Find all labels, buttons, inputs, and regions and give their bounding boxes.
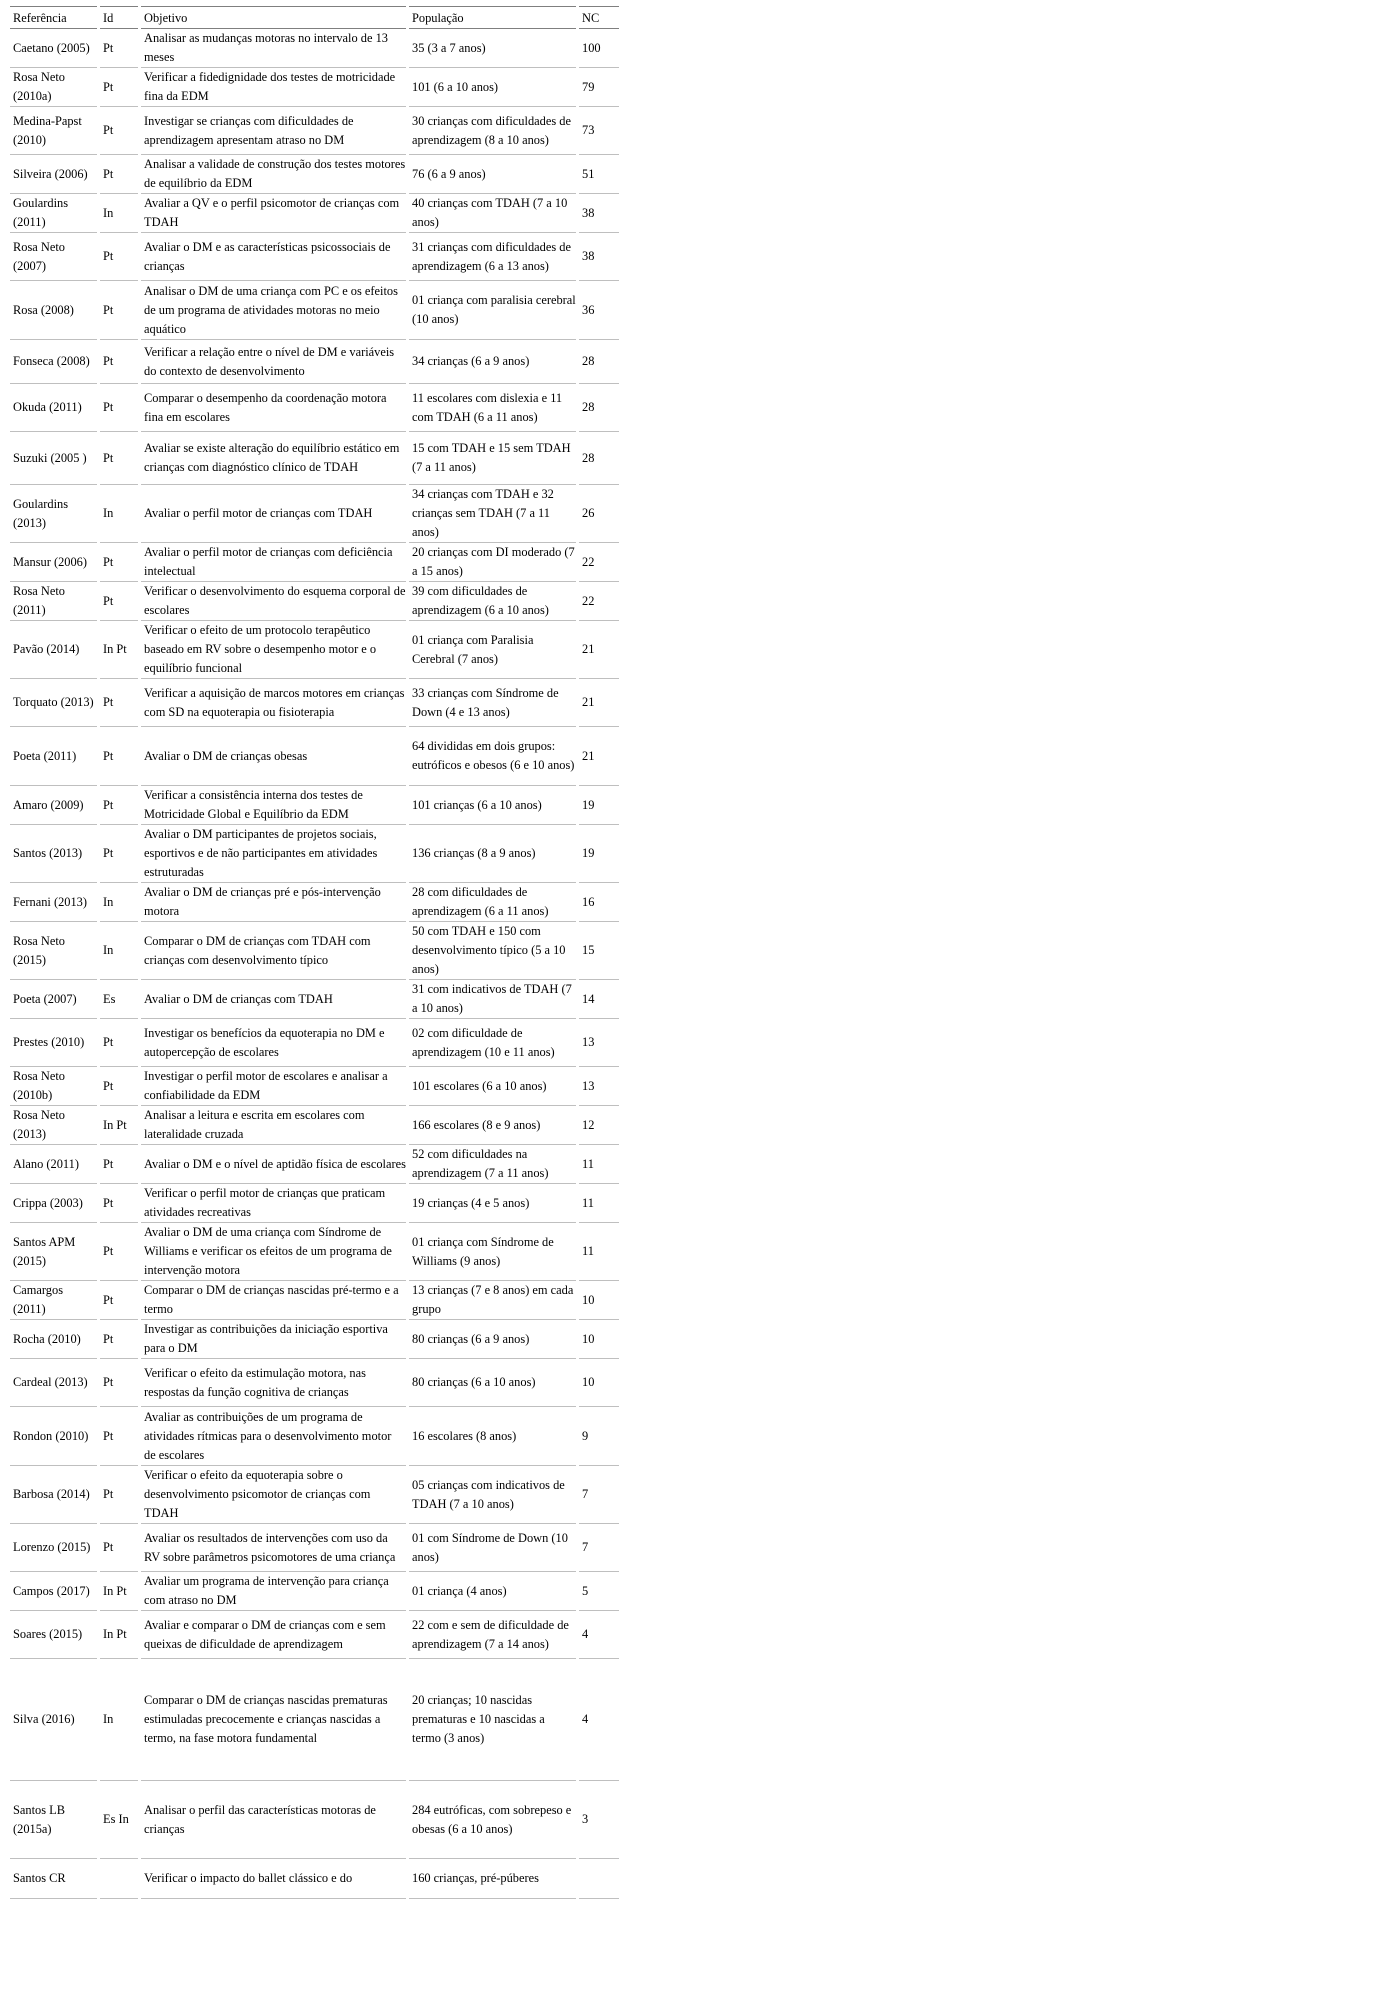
cell-populacao: 15 com TDAH e 15 sem TDAH (7 a 11 anos) [409, 432, 576, 485]
table-row [10, 340, 619, 384]
cell-id: Pt [100, 384, 138, 432]
cell-referencia: Rondon (2010) [10, 1407, 97, 1466]
cell-objetivo: Investigar os benefícios da equoterapia no DM e autopercepção de escolares [141, 1019, 406, 1067]
cell-referencia: Cardeal (2013) [10, 1359, 97, 1407]
cell-nc: 10 [579, 1359, 619, 1407]
cell-nc: 11 [579, 1184, 619, 1223]
cell-populacao: 136 crianças (8 a 9 anos) [409, 825, 576, 883]
cell-objetivo: Analisar as mudanças motoras no intervalo de 13 meses [141, 29, 406, 68]
cell-populacao: 16 escolares (8 anos) [409, 1407, 576, 1466]
cell-referencia: Soares (2015) [10, 1611, 97, 1659]
table-row [10, 29, 619, 68]
cell-nc: 3 [579, 1781, 619, 1859]
cell-id: Pt [100, 68, 138, 107]
cell-objetivo: Avaliar os resultados de intervenções com uso da RV sobre parâmetros psicomotores de uma criança [141, 1524, 406, 1572]
cell-objetivo: Avaliar o perfil motor de crianças com deficiência intelectual [141, 543, 406, 582]
cell-nc: 12 [579, 1106, 619, 1145]
table-row [10, 1223, 619, 1281]
cell-objetivo: Comparar o desempenho da coordenação motora fina em escolares [141, 384, 406, 432]
cell-nc: 38 [579, 233, 619, 281]
cell-id: Pt [100, 432, 138, 485]
cell-populacao: 101 crianças (6 a 10 anos) [409, 786, 576, 825]
cell-referencia: Silveira (2006) [10, 155, 97, 194]
cell-id: Pt [100, 825, 138, 883]
cell-objetivo: Avaliar se existe alteração do equilíbrio estático em crianças com diagnóstico clínico de TDAH [141, 432, 406, 485]
cell-id: Pt [100, 1407, 138, 1466]
table-row [10, 384, 619, 432]
header-referencia: Referência [10, 6, 97, 29]
cell-referencia: Campos (2017) [10, 1572, 97, 1611]
cell-objetivo: Investigar as contribuições da iniciação esportiva para o DM [141, 1320, 406, 1359]
cell-nc: 14 [579, 980, 619, 1019]
table-row [10, 1106, 619, 1145]
cell-nc: 4 [579, 1659, 619, 1781]
cell-id: Es [100, 980, 138, 1019]
cell-nc: 5 [579, 1572, 619, 1611]
cell-id: Pt [100, 1019, 138, 1067]
cell-id: Pt [100, 1184, 138, 1223]
cell-referencia: Silva (2016) [10, 1659, 97, 1781]
cell-referencia: Prestes (2010) [10, 1019, 97, 1067]
cell-objetivo: Avaliar as contribuições de um programa de atividades rítmicas para o desenvolvimento motor de escolares [141, 1407, 406, 1466]
cell-populacao: 01 criança com paralisia cerebral (10 anos) [409, 281, 576, 340]
cell-populacao: 39 com dificuldades de aprendizagem (6 a 10 anos) [409, 582, 576, 621]
cell-referencia: Rosa Neto (2013) [10, 1106, 97, 1145]
cell-objetivo: Investigar o perfil motor de escolares e analisar a confiabilidade da EDM [141, 1067, 406, 1106]
cell-referencia: Torquato (2013) [10, 679, 97, 727]
cell-populacao: 76 (6 a 9 anos) [409, 155, 576, 194]
cell-nc [579, 1859, 619, 1899]
cell-nc: 19 [579, 825, 619, 883]
cell-nc: 4 [579, 1611, 619, 1659]
cell-referencia: Crippa (2003) [10, 1184, 97, 1223]
cell-nc: 11 [579, 1223, 619, 1281]
cell-objetivo: Avaliar a QV e o perfil psicomotor de crianças com TDAH [141, 194, 406, 233]
table-row [10, 582, 619, 621]
cell-referencia: Barbosa (2014) [10, 1466, 97, 1524]
cell-populacao: 19 crianças (4 e 5 anos) [409, 1184, 576, 1223]
cell-referencia: Poeta (2011) [10, 727, 97, 786]
cell-nc: 15 [579, 922, 619, 980]
cell-id: In [100, 485, 138, 543]
cell-populacao: 20 crianças; 10 nascidas prematuras e 10 nascidas a termo (3 anos) [409, 1659, 576, 1781]
cell-nc: 13 [579, 1067, 619, 1106]
cell-id: Pt [100, 786, 138, 825]
cell-objetivo: Comparar o DM de crianças com TDAH com crianças com desenvolvimento típico [141, 922, 406, 980]
header-objetivo: Objetivo [141, 6, 406, 29]
cell-id: In [100, 922, 138, 980]
cell-objetivo: Avaliar o DM de crianças pré e pós-intervenção motora [141, 883, 406, 922]
cell-nc: 11 [579, 1145, 619, 1184]
table-row [10, 1019, 619, 1067]
cell-objetivo: Verificar o efeito de um protocolo terapêutico baseado em RV sobre o desempenho motor e o equilíbrio funcional [141, 621, 406, 679]
cell-populacao: 20 crianças com DI moderado (7 a 15 anos) [409, 543, 576, 582]
table-row [10, 883, 619, 922]
cell-referencia: Santos LB (2015a) [10, 1781, 97, 1859]
cell-populacao: 05 crianças com indicativos de TDAH (7 a 10 anos) [409, 1466, 576, 1524]
cell-referencia: Goulardins (2011) [10, 194, 97, 233]
cell-objetivo: Avaliar e comparar o DM de crianças com e sem queixas de dificuldade de aprendizagem [141, 1611, 406, 1659]
cell-nc: 16 [579, 883, 619, 922]
cell-populacao: 40 crianças com TDAH (7 a 10 anos) [409, 194, 576, 233]
cell-nc: 28 [579, 340, 619, 384]
table-header [10, 6, 619, 29]
cell-nc: 13 [579, 1019, 619, 1067]
header-nc: NC [579, 6, 619, 29]
table-row [10, 1359, 619, 1407]
table-row [10, 1281, 619, 1320]
table-row [10, 155, 619, 194]
cell-referencia: Alano (2011) [10, 1145, 97, 1184]
cell-objetivo: Comparar o DM de crianças nascidas pré-termo e a termo [141, 1281, 406, 1320]
table-row [10, 1524, 619, 1572]
cell-nc: 21 [579, 727, 619, 786]
cell-objetivo: Avaliar o DM de crianças com TDAH [141, 980, 406, 1019]
cell-id: Pt [100, 107, 138, 155]
cell-id: Pt [100, 1281, 138, 1320]
cell-id: Pt [100, 543, 138, 582]
cell-referencia: Fonseca (2008) [10, 340, 97, 384]
table-row [10, 1145, 619, 1184]
cell-id [100, 1859, 138, 1899]
cell-id: Pt [100, 281, 138, 340]
cell-objetivo: Verificar o impacto do ballet clássico e do [141, 1859, 406, 1899]
cell-id: In Pt [100, 621, 138, 679]
cell-populacao: 64 divididas em dois grupos: eutróficos e obesos (6 e 10 anos) [409, 727, 576, 786]
cell-populacao: 101 escolares (6 a 10 anos) [409, 1067, 576, 1106]
cell-populacao: 30 crianças com dificuldades de aprendizagem (8 a 10 anos) [409, 107, 576, 155]
cell-referencia: Rocha (2010) [10, 1320, 97, 1359]
cell-nc: 22 [579, 543, 619, 582]
table-row [10, 922, 619, 980]
cell-nc: 28 [579, 432, 619, 485]
cell-nc: 10 [579, 1281, 619, 1320]
cell-nc: 21 [579, 621, 619, 679]
cell-populacao: 284 eutróficas, com sobrepeso e obesas (6 a 10 anos) [409, 1781, 576, 1859]
cell-referencia: Poeta (2007) [10, 980, 97, 1019]
cell-nc: 7 [579, 1524, 619, 1572]
table-body [10, 29, 619, 1899]
cell-nc: 19 [579, 786, 619, 825]
cell-populacao: 02 com dificuldade de aprendizagem (10 e 11 anos) [409, 1019, 576, 1067]
cell-referencia: Mansur (2006) [10, 543, 97, 582]
cell-objetivo: Analisar o perfil das características motoras de crianças [141, 1781, 406, 1859]
cell-id: In Pt [100, 1572, 138, 1611]
cell-objetivo: Verificar a relação entre o nível de DM e variáveis do contexto de desenvolvimento [141, 340, 406, 384]
cell-id: Es In [100, 1781, 138, 1859]
cell-id: In Pt [100, 1106, 138, 1145]
cell-populacao: 166 escolares (8 e 9 anos) [409, 1106, 576, 1145]
cell-nc: 100 [579, 29, 619, 68]
cell-objetivo: Analisar o DM de uma criança com PC e os efeitos de um programa de atividades motoras no meio aquático [141, 281, 406, 340]
cell-nc: 79 [579, 68, 619, 107]
cell-referencia: Caetano (2005) [10, 29, 97, 68]
cell-referencia: Camargos (2011) [10, 1281, 97, 1320]
cell-populacao: 28 com dificuldades de aprendizagem (6 a 11 anos) [409, 883, 576, 922]
cell-nc: 28 [579, 384, 619, 432]
cell-objetivo: Analisar a validade de construção dos testes motores de equilíbrio da EDM [141, 155, 406, 194]
cell-referencia: Rosa Neto (2010a) [10, 68, 97, 107]
cell-populacao: 33 crianças com Síndrome de Down (4 e 13 anos) [409, 679, 576, 727]
cell-referencia: Rosa Neto (2015) [10, 922, 97, 980]
references-table [7, 6, 622, 1899]
table-row [10, 68, 619, 107]
cell-objetivo: Comparar o DM de crianças nascidas prematuras estimuladas precocemente e crianças nascidas a termo, na fase motora fundamental [141, 1659, 406, 1781]
cell-nc: 9 [579, 1407, 619, 1466]
cell-populacao: 01 criança com Paralisia Cerebral (7 anos) [409, 621, 576, 679]
cell-objetivo: Avaliar o DM e as características psicossociais de crianças [141, 233, 406, 281]
cell-objetivo: Verificar a aquisição de marcos motores em crianças com SD na equoterapia ou fisioterapia [141, 679, 406, 727]
cell-referencia: Amaro (2009) [10, 786, 97, 825]
cell-referencia: Pavão (2014) [10, 621, 97, 679]
cell-id: Pt [100, 340, 138, 384]
table-row [10, 543, 619, 582]
cell-nc: 26 [579, 485, 619, 543]
cell-id: Pt [100, 727, 138, 786]
table-row [10, 825, 619, 883]
cell-id: Pt [100, 1524, 138, 1572]
cell-id: In Pt [100, 1611, 138, 1659]
table-row [10, 1184, 619, 1223]
cell-id: Pt [100, 155, 138, 194]
cell-populacao: 01 com Síndrome de Down (10 anos) [409, 1524, 576, 1572]
cell-populacao: 34 crianças (6 a 9 anos) [409, 340, 576, 384]
cell-id: In [100, 1659, 138, 1781]
cell-referencia: Rosa (2008) [10, 281, 97, 340]
cell-populacao: 34 crianças com TDAH e 32 crianças sem TDAH (7 a 11 anos) [409, 485, 576, 543]
cell-referencia: Goulardins (2013) [10, 485, 97, 543]
cell-referencia: Suzuki (2005 ) [10, 432, 97, 485]
cell-referencia: Santos APM (2015) [10, 1223, 97, 1281]
cell-populacao: 50 com TDAH e 150 com desenvolvimento típico (5 a 10 anos) [409, 922, 576, 980]
header-row [10, 6, 619, 29]
table-row [10, 432, 619, 485]
cell-referencia: Medina-Papst (2010) [10, 107, 97, 155]
cell-objetivo: Verificar o desenvolvimento do esquema corporal de escolares [141, 582, 406, 621]
table-row [10, 679, 619, 727]
cell-referencia: Rosa Neto (2010b) [10, 1067, 97, 1106]
cell-populacao: 35 (3 a 7 anos) [409, 29, 576, 68]
header-id: Id [100, 6, 138, 29]
cell-id: In [100, 194, 138, 233]
table-row [10, 107, 619, 155]
cell-nc: 7 [579, 1466, 619, 1524]
table-row [10, 980, 619, 1019]
table-row [10, 1466, 619, 1524]
table-row [10, 194, 619, 233]
cell-populacao: 22 com e sem de dificuldade de aprendizagem (7 a 14 anos) [409, 1611, 576, 1659]
cell-id: Pt [100, 1320, 138, 1359]
cell-objetivo: Verificar a fidedignidade dos testes de motricidade fina da EDM [141, 68, 406, 107]
cell-id: Pt [100, 1359, 138, 1407]
cell-objetivo: Avaliar o DM de uma criança com Síndrome de Williams e verificar os efeitos de um programa de intervenção motora [141, 1223, 406, 1281]
cell-id: Pt [100, 1223, 138, 1281]
cell-objetivo: Avaliar o DM participantes de projetos sociais, esportivos e de não participantes em atividades estruturadas [141, 825, 406, 883]
cell-referencia: Lorenzo (2015) [10, 1524, 97, 1572]
cell-populacao: 11 escolares com dislexia e 11 com TDAH (6 a 11 anos) [409, 384, 576, 432]
cell-referencia: Fernani (2013) [10, 883, 97, 922]
cell-id: In [100, 883, 138, 922]
cell-objetivo: Verificar o efeito da estimulação motora, nas respostas da função cognitiva de crianças [141, 1359, 406, 1407]
table-row [10, 786, 619, 825]
cell-id: Pt [100, 1466, 138, 1524]
table-row [10, 233, 619, 281]
cell-populacao: 01 criança (4 anos) [409, 1572, 576, 1611]
cell-objetivo: Avaliar um programa de intervenção para criança com atraso no DM [141, 1572, 406, 1611]
cell-nc: 10 [579, 1320, 619, 1359]
cell-id: Pt [100, 582, 138, 621]
cell-id: Pt [100, 1067, 138, 1106]
cell-populacao: 01 criança com Síndrome de Williams (9 anos) [409, 1223, 576, 1281]
cell-referencia: Santos (2013) [10, 825, 97, 883]
table-row [10, 485, 619, 543]
table-row [10, 281, 619, 340]
table-row [10, 1781, 619, 1859]
cell-objetivo: Verificar a consistência interna dos testes de Motricidade Global e Equilíbrio da EDM [141, 786, 406, 825]
cell-id: Pt [100, 679, 138, 727]
table-row [10, 1067, 619, 1106]
cell-populacao: 31 com indicativos de TDAH (7 a 10 anos) [409, 980, 576, 1019]
table-row [10, 1611, 619, 1659]
table-row [10, 1859, 619, 1899]
cell-objetivo: Verificar o perfil motor de crianças que praticam atividades recreativas [141, 1184, 406, 1223]
cell-nc: 21 [579, 679, 619, 727]
cell-objetivo: Avaliar o DM e o nível de aptidão física de escolares [141, 1145, 406, 1184]
cell-nc: 38 [579, 194, 619, 233]
cell-id: Pt [100, 29, 138, 68]
cell-populacao: 80 crianças (6 a 10 anos) [409, 1359, 576, 1407]
table-row [10, 621, 619, 679]
table-row [10, 1659, 619, 1781]
table-row [10, 1320, 619, 1359]
cell-referencia: Rosa Neto (2007) [10, 233, 97, 281]
cell-id: Pt [100, 1145, 138, 1184]
cell-nc: 73 [579, 107, 619, 155]
cell-referencia: Okuda (2011) [10, 384, 97, 432]
cell-nc: 51 [579, 155, 619, 194]
header-populacao: População [409, 6, 576, 29]
cell-populacao: 13 crianças (7 e 8 anos) em cada grupo [409, 1281, 576, 1320]
cell-objetivo: Verificar o efeito da equoterapia sobre o desenvolvimento psicomotor de crianças com TDAH [141, 1466, 406, 1524]
table-row [10, 1572, 619, 1611]
cell-populacao: 101 (6 a 10 anos) [409, 68, 576, 107]
cell-objetivo: Avaliar o DM de crianças obesas [141, 727, 406, 786]
cell-referencia: Santos CR [10, 1859, 97, 1899]
cell-referencia: Rosa Neto (2011) [10, 582, 97, 621]
cell-populacao: 80 crianças (6 a 9 anos) [409, 1320, 576, 1359]
table-row [10, 727, 619, 786]
cell-objetivo: Analisar a leitura e escrita em escolares com lateralidade cruzada [141, 1106, 406, 1145]
cell-populacao: 52 com dificuldades na aprendizagem (7 a 11 anos) [409, 1145, 576, 1184]
cell-id: Pt [100, 233, 138, 281]
cell-populacao: 31 crianças com dificuldades de aprendizagem (6 a 13 anos) [409, 233, 576, 281]
cell-nc: 22 [579, 582, 619, 621]
cell-objetivo: Investigar se crianças com dificuldades de aprendizagem apresentam atraso no DM [141, 107, 406, 155]
cell-objetivo: Avaliar o perfil motor de crianças com TDAH [141, 485, 406, 543]
table-row [10, 1407, 619, 1466]
cell-nc: 36 [579, 281, 619, 340]
cell-populacao: 160 crianças, pré-púberes [409, 1859, 576, 1899]
